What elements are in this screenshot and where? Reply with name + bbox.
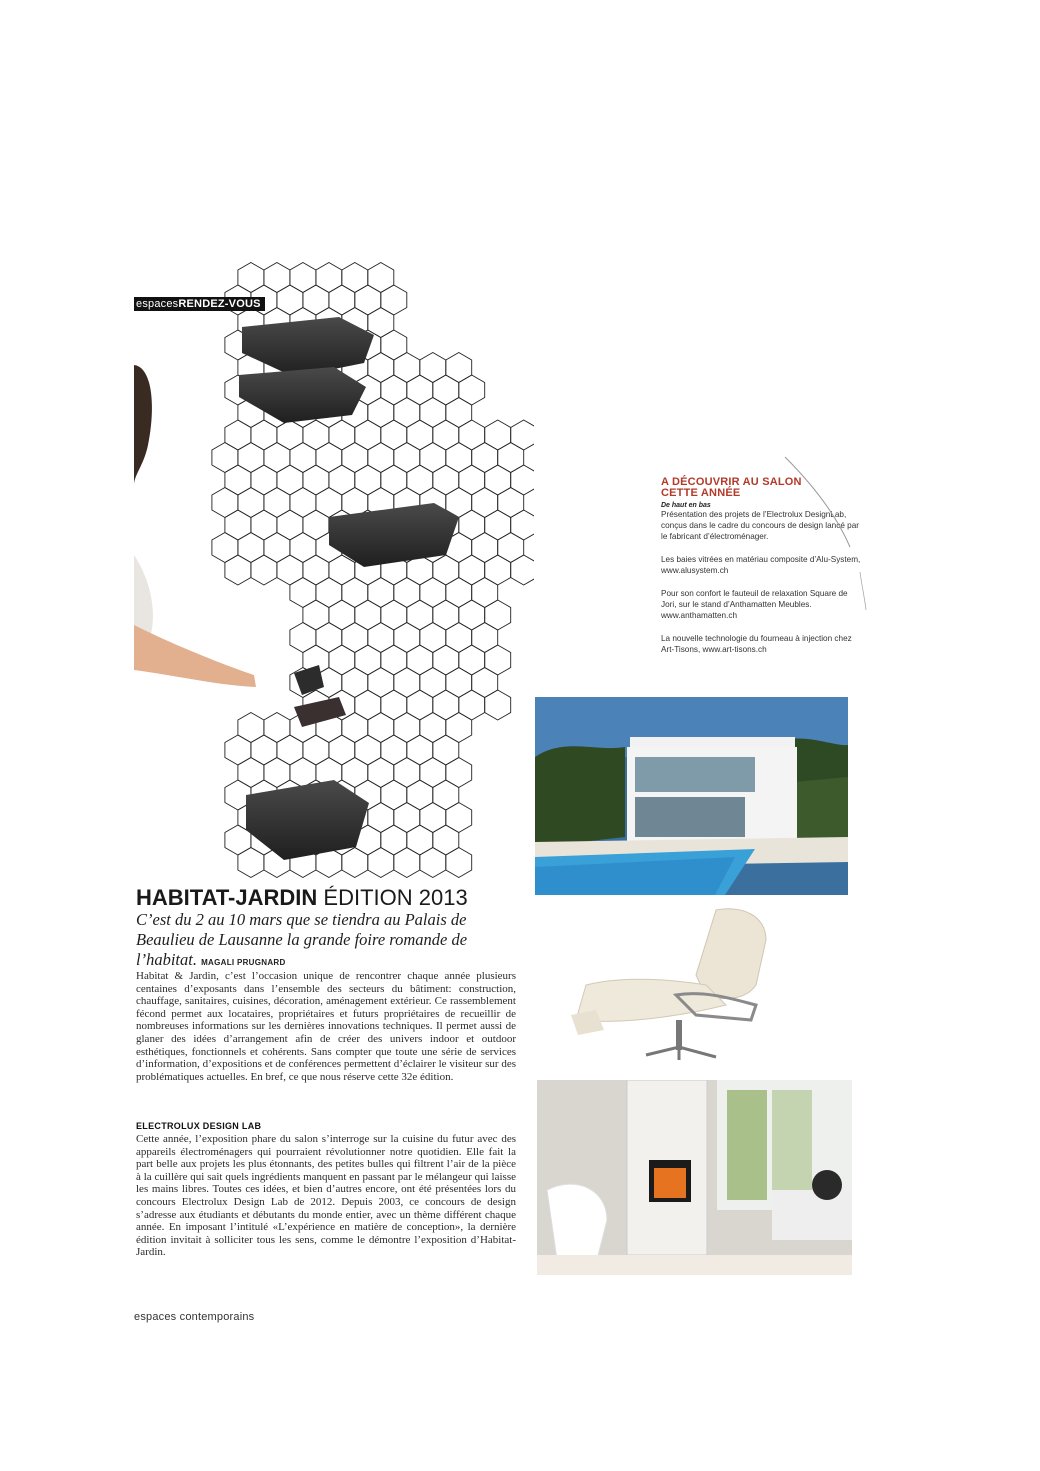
hexagon-cell bbox=[368, 443, 394, 473]
hexagon-cell bbox=[433, 825, 459, 855]
hexagon-cell bbox=[329, 555, 355, 585]
hexagon-cell bbox=[446, 623, 472, 653]
hexagon-cell bbox=[485, 600, 511, 630]
hexagon-cell bbox=[420, 578, 446, 608]
hexagon-cell bbox=[459, 555, 485, 585]
lead-text: C’est du 2 au 10 mars que se tiendra au Palais de Beaulieu de Lausanne la grande foire romande de l’habitat. bbox=[136, 910, 468, 969]
hexagon-cell bbox=[368, 758, 394, 788]
hexagon-cell bbox=[355, 285, 381, 315]
sidebar-item-anthamatten: Pour son confort le fauteuil de relaxation Square de Jori, sur le stand d’Anthamatten Meubles. www.anthamatten.ch bbox=[661, 589, 848, 620]
hexagon-cell bbox=[368, 713, 394, 743]
hexagon-cell bbox=[485, 555, 511, 585]
sidebar-subtitle: De haut en bas bbox=[661, 502, 711, 509]
hexagon-cell bbox=[342, 578, 368, 608]
hexagon-cell bbox=[459, 645, 485, 675]
hexagon-cell bbox=[381, 285, 407, 315]
hexagon-cell bbox=[277, 420, 303, 450]
hexagon-cell bbox=[407, 645, 433, 675]
hexagon-cell bbox=[368, 848, 394, 878]
hexagon-cell bbox=[290, 578, 316, 608]
hexagon-cell bbox=[368, 623, 394, 653]
brand-label: espaces bbox=[136, 298, 179, 310]
hexagon-cell bbox=[225, 510, 251, 540]
hexagon-cell bbox=[342, 668, 368, 698]
hexagon-cell bbox=[303, 285, 329, 315]
hexagon-cell bbox=[290, 758, 316, 788]
hexagon-cell bbox=[238, 758, 264, 788]
hexagon-cell bbox=[433, 735, 459, 765]
hexagon-cell bbox=[303, 735, 329, 765]
hexagon-cell bbox=[420, 623, 446, 653]
hexagon-cell bbox=[329, 285, 355, 315]
hexagon-cell bbox=[251, 555, 277, 585]
hexagon-cell bbox=[381, 330, 407, 360]
hexagon-cell bbox=[407, 735, 433, 765]
hexagon-cell bbox=[394, 623, 420, 653]
hexagon-cell bbox=[329, 465, 355, 495]
hexagon-cell bbox=[407, 375, 433, 405]
hexagon-cell bbox=[407, 465, 433, 495]
hexagon-cell bbox=[381, 465, 407, 495]
hexagon-cell bbox=[433, 690, 459, 720]
hexagon-cell bbox=[238, 848, 264, 878]
hexagon-cell bbox=[511, 555, 534, 585]
hexagon-cell bbox=[511, 510, 534, 540]
hexagon-cell bbox=[407, 690, 433, 720]
hexagon-cell bbox=[498, 443, 524, 473]
paper-scratch-mark bbox=[780, 452, 870, 612]
hexagon-cell bbox=[407, 600, 433, 630]
hexagon-cell bbox=[446, 353, 472, 383]
hexagon-cell bbox=[498, 533, 524, 563]
hexagon-cell bbox=[472, 533, 498, 563]
hexagon-cell bbox=[355, 735, 381, 765]
hexagon-cell bbox=[394, 848, 420, 878]
hexagon-cell bbox=[277, 465, 303, 495]
hexagon-cell bbox=[355, 600, 381, 630]
hero-illustration bbox=[134, 255, 534, 885]
hexagon-cell bbox=[472, 668, 498, 698]
sidebar-item-alusystem: Les baies vitrées en matériau composite d’Alu-System, www.alusystem.ch bbox=[661, 555, 861, 575]
hexagon-cell bbox=[511, 465, 534, 495]
hexagon-cell bbox=[381, 690, 407, 720]
hexagon-cell bbox=[290, 623, 316, 653]
hexagon-cell bbox=[485, 510, 511, 540]
hexagon-cell bbox=[420, 848, 446, 878]
hexagon-cell bbox=[277, 735, 303, 765]
hexagon-cell bbox=[303, 465, 329, 495]
hexagon-cell bbox=[394, 398, 420, 428]
hexagon-cell bbox=[290, 443, 316, 473]
hexagon-cell bbox=[472, 578, 498, 608]
hexagon-cell bbox=[277, 555, 303, 585]
hexagon-cell bbox=[381, 375, 407, 405]
section-label: RENDEZ-VOUS bbox=[178, 298, 261, 310]
hexagon-cell bbox=[433, 420, 459, 450]
armchair-photo bbox=[566, 905, 801, 1070]
footer-magazine-name: espaces contemporains bbox=[134, 1311, 255, 1323]
hexagon-cell bbox=[264, 443, 290, 473]
sidebar-item-designlab: Présentation des projets de l’Electrolux DesignLab, conçus dans le cadre du concours de design lancé par le fabricant d’électroménager. bbox=[661, 510, 859, 541]
stove-interior-photo bbox=[537, 1080, 852, 1275]
paragraph-intro: Habitat & Jardin, c’est l’occasion unique de rencontrer chaque année plusieurs centaines d’exposants dans l’ensemble des secteurs du bâtiment: construction, chauffage, sanitaires, cuisines, décoration, aménagement extérieur. Ce rassemblement fécond permet aux locataires, propriétaires et futurs propriétaires de recueillir de nombreuses informations sur les dernières innovations techniques. Il permet aussi de glaner des idées d’arrangement afin de créer des univers indoor et outdoor esthétiques, fonctionnels et cohérents. Sans compter que toute une série de services d’information, d’expositions et de conférences permettent d’éclairer le visiteur sur des problématiques actuelles. En bref, ce que nous réserve cette 32e édition. bbox=[136, 970, 516, 1083]
hexagon-cell bbox=[433, 375, 459, 405]
hexagon-cell bbox=[407, 780, 433, 810]
hexagon-cell bbox=[446, 668, 472, 698]
hexagon-cell bbox=[368, 668, 394, 698]
section-tag bbox=[134, 297, 265, 311]
hexagon-cell bbox=[446, 713, 472, 743]
hexagon-cell bbox=[420, 758, 446, 788]
hexagon-cell bbox=[303, 600, 329, 630]
hexagon-cell bbox=[264, 533, 290, 563]
hexagon-cell bbox=[381, 600, 407, 630]
honeycomb-wall-image bbox=[134, 255, 534, 885]
hexagon-cell bbox=[316, 578, 342, 608]
hexagon-cell bbox=[459, 465, 485, 495]
hexagon-cell bbox=[251, 510, 277, 540]
hexagon-cell bbox=[394, 758, 420, 788]
hexagon-cell bbox=[342, 758, 368, 788]
hexagon-cell bbox=[251, 735, 277, 765]
hexagon-cell bbox=[264, 488, 290, 518]
hexagon-cell bbox=[212, 533, 238, 563]
hexagon-cell bbox=[446, 578, 472, 608]
hexagon-cell bbox=[290, 263, 316, 293]
hexagon-cell bbox=[459, 510, 485, 540]
hexagon-cell bbox=[264, 713, 290, 743]
hexagon-cell bbox=[303, 420, 329, 450]
hexagon-cell bbox=[433, 555, 459, 585]
hexagon-cell bbox=[225, 735, 251, 765]
hexagon-cell bbox=[511, 420, 534, 450]
hexagon-cell bbox=[485, 420, 511, 450]
hexagon-cell bbox=[264, 263, 290, 293]
sidebar-title-line2: CETTE ANNÉE bbox=[661, 487, 741, 499]
hexagon-cell bbox=[238, 263, 264, 293]
hexagon-cell bbox=[238, 533, 264, 563]
hexagon-cell bbox=[446, 758, 472, 788]
hexagon-cell bbox=[329, 600, 355, 630]
hexagon-cell bbox=[238, 443, 264, 473]
hexagon-cell bbox=[485, 690, 511, 720]
hexagon-cell bbox=[355, 690, 381, 720]
hexagon-cell bbox=[355, 465, 381, 495]
hexagon-cell bbox=[251, 420, 277, 450]
hexagon-cell bbox=[368, 398, 394, 428]
hexagon-cell bbox=[394, 803, 420, 833]
hexagon-cell bbox=[420, 398, 446, 428]
hexagon-cell bbox=[342, 263, 368, 293]
hexagon-cell bbox=[446, 848, 472, 878]
hexagon-cell bbox=[212, 443, 238, 473]
hexagon-cell bbox=[290, 488, 316, 518]
hexagon-cell bbox=[238, 713, 264, 743]
hexagon-cell bbox=[225, 555, 251, 585]
hexagon-cell bbox=[342, 443, 368, 473]
subheading: ELECTROLUX DESIGN LAB bbox=[136, 1121, 262, 1131]
article-lead bbox=[136, 910, 518, 973]
hexagon-cell bbox=[316, 443, 342, 473]
hexagon-cell bbox=[329, 645, 355, 675]
hexagon-cell bbox=[225, 465, 251, 495]
hexagon-cell bbox=[277, 285, 303, 315]
hexagon-cell bbox=[381, 780, 407, 810]
hexagon-cell bbox=[446, 443, 472, 473]
hexagon-cell bbox=[394, 443, 420, 473]
hexagon-cell bbox=[420, 668, 446, 698]
hexagon-cell bbox=[355, 645, 381, 675]
hexagon-cell bbox=[394, 713, 420, 743]
hexagon-cell bbox=[420, 443, 446, 473]
hexagon-cell bbox=[394, 578, 420, 608]
article-title bbox=[136, 885, 516, 911]
hexagon-cell bbox=[472, 488, 498, 518]
hexagon-cell bbox=[381, 825, 407, 855]
hexagon-cell bbox=[433, 600, 459, 630]
hexagon-cell bbox=[368, 578, 394, 608]
author-name: MAGALI PRUGNARD bbox=[201, 958, 286, 967]
title-bold: HABITAT-JARDIN bbox=[136, 885, 318, 910]
hexagon-cell bbox=[355, 420, 381, 450]
hexagon-cell bbox=[420, 803, 446, 833]
hexagon-cell bbox=[342, 848, 368, 878]
hexagon-cell bbox=[381, 645, 407, 675]
hexagon-cell bbox=[303, 555, 329, 585]
hexagon-cell bbox=[316, 623, 342, 653]
hexagon-cell bbox=[290, 533, 316, 563]
hexagon-cell bbox=[459, 690, 485, 720]
hexagon-cell bbox=[420, 353, 446, 383]
hexagon-cell bbox=[485, 465, 511, 495]
hexagon-cell bbox=[342, 623, 368, 653]
hexagon-cell bbox=[407, 420, 433, 450]
hexagon-cell bbox=[459, 600, 485, 630]
hexagon-cell bbox=[433, 780, 459, 810]
hexagon-cell bbox=[381, 420, 407, 450]
hexagon-cell bbox=[303, 510, 329, 540]
hexagon-cell bbox=[433, 645, 459, 675]
hexagon-cell bbox=[381, 735, 407, 765]
hexagon-cell bbox=[264, 758, 290, 788]
hexagon-cell bbox=[329, 420, 355, 450]
paragraph-electrolux: Cette année, l’exposition phare du salon s’interroge sur la cuisine du futur avec des appareils électroménagers qui pourraient révolutionner notre quotidien. Elle fait la part belle aux projets les plus étonnants, des petites bulles qui filtrent l’air de la pièce à la cuillère qui sait quels ingrédients manquent en passant par le mélangeur qui laisse les mains libres. Toutes ces idées, et bien d’autres encore, ont été présentées lors du concours Electrolux Design Lab de 2012. Depuis 2003, ce concours de design s’adresse aux étudiants et débutants du monde entier, avec un thème différent chaque année. En imposant l’intitulé «L’expérience en matière de conception», la dernière édition invitait à solliciter tous les sens, comme le démontre l’exposition d’Habitat-Jardin. bbox=[136, 1133, 516, 1259]
hexagon-cell bbox=[407, 825, 433, 855]
hexagon-cell bbox=[225, 420, 251, 450]
hexagon-cell bbox=[316, 488, 342, 518]
hexagon-cell bbox=[316, 263, 342, 293]
hexagon-cell bbox=[433, 465, 459, 495]
hexagon-cell bbox=[459, 375, 485, 405]
hexagon-cell bbox=[472, 443, 498, 473]
hexagon-cell bbox=[394, 668, 420, 698]
hexagon-cell bbox=[446, 803, 472, 833]
sidebar-title-line1: A DÉCOUVRIR AU SALON bbox=[661, 476, 802, 488]
hexagon-cell bbox=[329, 735, 355, 765]
sidebar-item-art-tisons: La nouvelle technologie du fourneau à injection chez Art-Tisons, www.art-tisons.ch bbox=[661, 634, 852, 654]
hexagon-cell bbox=[420, 713, 446, 743]
hexagon-cell bbox=[277, 510, 303, 540]
hexagon-cell bbox=[251, 465, 277, 495]
title-light: ÉDITION 2013 bbox=[323, 885, 468, 910]
house-pool-photo bbox=[535, 697, 848, 895]
hexagon-cell bbox=[472, 623, 498, 653]
hexagon-cell bbox=[368, 803, 394, 833]
hexagon-cell bbox=[368, 263, 394, 293]
hexagon-cell bbox=[368, 308, 394, 338]
hexagon-cell bbox=[459, 420, 485, 450]
hexagon-cell bbox=[485, 645, 511, 675]
hexagon-cell bbox=[394, 353, 420, 383]
hexagon-cell bbox=[446, 398, 472, 428]
hexagon-cell bbox=[342, 713, 368, 743]
hexagon-cell bbox=[212, 488, 238, 518]
hexagon-cell bbox=[498, 488, 524, 518]
hexagon-cell bbox=[368, 353, 394, 383]
hexagon-cell bbox=[238, 488, 264, 518]
